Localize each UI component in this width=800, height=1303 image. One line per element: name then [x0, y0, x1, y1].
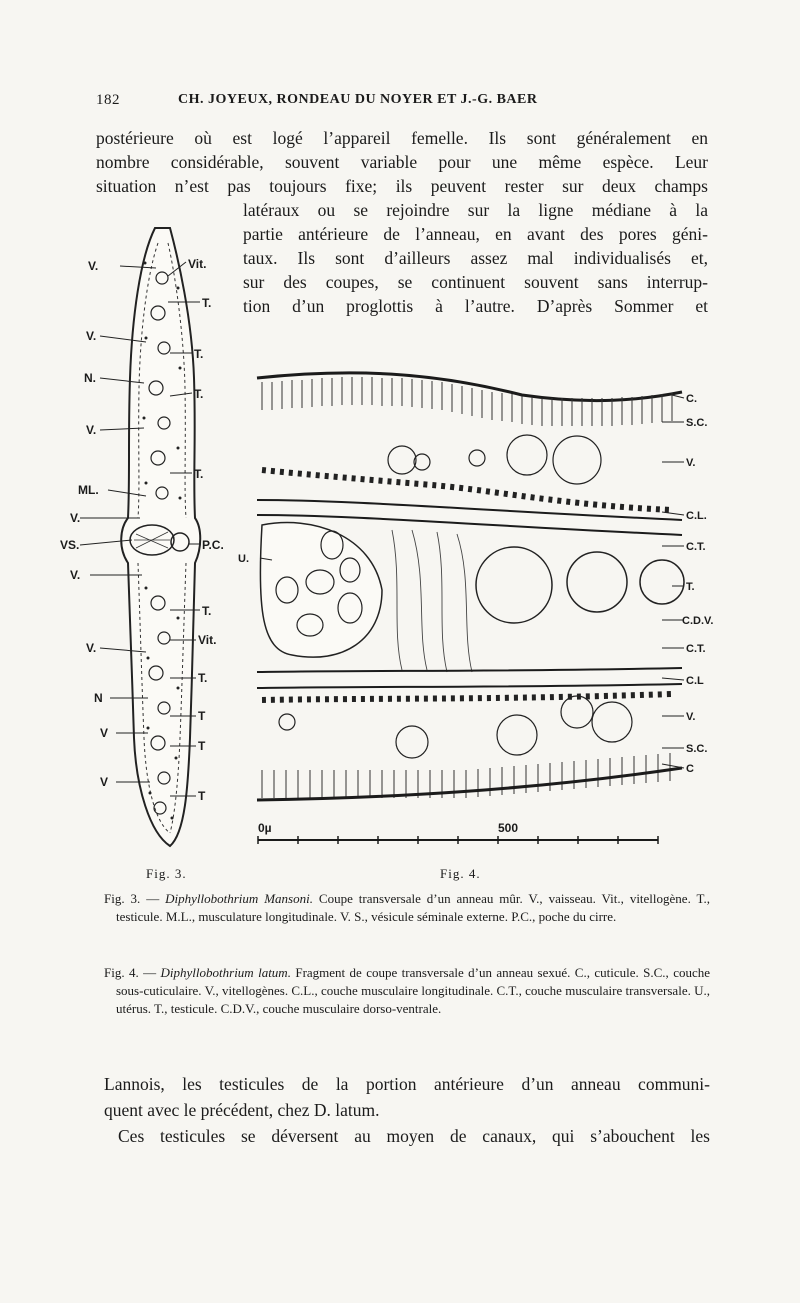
fig4-label-c: C.: [686, 393, 697, 405]
text-line: taux. Ils sont d’ailleurs assez mal individualisés et,: [243, 248, 708, 268]
fig3-label-t: T.: [202, 604, 212, 618]
text-line: Lannois, les testicules de la portion antérieure d’un anneau communi-: [104, 1074, 710, 1094]
caption-species: Diphyllobothrium Mansoni.: [165, 891, 313, 906]
figure-4-caption: [104, 964, 710, 1018]
fig3-label-vit: Vit.: [198, 633, 217, 647]
fig4-label-v: V.: [686, 711, 696, 723]
text-line: postérieure où est logé l’appareil femelle. Ils sont généralement en: [96, 128, 708, 148]
fig3-label-t: T: [198, 789, 206, 803]
fig3-label-t: T.: [194, 387, 204, 401]
fig4-label-t: T.: [686, 581, 695, 593]
fig3-label-pc: P.C.: [202, 538, 224, 552]
fig4-label-cdv: C.D.V.: [682, 615, 714, 627]
fig4-label-sc: S.C.: [686, 417, 708, 429]
caption-prefix: Fig. 4. —: [104, 965, 161, 980]
fig4-label-ct: C.T.: [686, 643, 706, 655]
fig3-label-vit: Vit.: [188, 257, 207, 271]
fig3-label-t: T.: [194, 347, 204, 361]
fig4-label-v: V.: [686, 457, 696, 469]
fig3-label-n: N.: [84, 371, 96, 385]
text-line: sur des coupes, se continuent souvent sans interrup-: [243, 272, 708, 292]
text-line: latéraux ou se rejoindre sur la ligne médiane à la: [243, 200, 708, 220]
figure-3-label: Fig. 3.: [146, 866, 187, 881]
caption-species: Diphyllobothrium latum.: [160, 965, 291, 980]
fig3-label-v: V.: [86, 329, 97, 343]
text-line: tion d’un proglottis à l’autre. D’après Sommer et: [243, 296, 708, 316]
figure-3-caption: [104, 890, 710, 926]
page-header: [96, 92, 706, 114]
fig3-label-v: V: [100, 775, 109, 789]
scale-value-label: 500: [498, 821, 519, 835]
fig3-label-v: V: [100, 726, 109, 740]
fig3-label-t: T.: [198, 671, 208, 685]
caption-prefix: Fig. 3. —: [104, 891, 166, 906]
text-line: Ces testicules se déversent au moyen de canaux, qui s’abouchent les: [118, 1126, 710, 1146]
fig4-label-u: U.: [238, 553, 249, 565]
text-line: quent avec le précédent, chez D. latum.: [104, 1100, 380, 1120]
fig4-label-ct: C.T.: [686, 541, 706, 553]
fig3-label-ml: ML.: [78, 483, 99, 497]
fig3-label-v: V.: [86, 641, 97, 655]
fig3-label-v: V.: [88, 259, 99, 273]
figure-4-drawing: [232, 350, 732, 860]
fig3-label-v: V.: [70, 511, 81, 525]
fig4-label-sc: S.C.: [686, 743, 708, 755]
fig3-label-t: T: [198, 739, 206, 753]
figure-4-label: Fig. 4.: [440, 866, 481, 881]
fig4-label-c: C: [686, 763, 694, 775]
caption-text: Fragment de coupe transversale d’un anneau sexué. C., cuticule. S.C., couche sous-cuticulaire. V., vitellogènes. C.L., couche musculaire longitudinale. C.T., couche musculaire transversale. U., utérus. T., testicule. C.D.V., couche musculaire dorso-ventrale.: [116, 965, 711, 1016]
fig3-label-v: V.: [86, 423, 97, 437]
fig3-label-vs: VS.: [60, 538, 80, 552]
caption-text: Coupe transversale d’un anneau mûr. V., vaisseau. Vit., vitellogène. T., testicule. M.L., musculature longitudinale. V. S., vésicule séminale externe. P.C., poche du cirre.: [116, 891, 710, 924]
fig3-label-n: N: [94, 691, 103, 705]
text-line: nombre considérable, souvent variable pour une même espèce. Leur: [96, 152, 708, 172]
figure-3-drawing: [60, 218, 240, 858]
fig4-label-cl: C.L: [686, 675, 704, 687]
fig3-label-v: V.: [70, 568, 81, 582]
fig3-label-t: T.: [202, 296, 212, 310]
fig4-label-cl: C.L.: [686, 510, 707, 522]
scale-start-label: 0µ: [258, 821, 272, 835]
fig3-label-t: T: [198, 709, 206, 723]
running-head: CH. JOYEUX, RONDEAU DU NOYER ET J.-G. BAER: [178, 92, 538, 107]
page-number: 182: [96, 92, 120, 108]
fig3-label-t: T.: [194, 467, 204, 481]
text-line: partie antérieure de l’anneau, en avant des pores géni-: [243, 224, 708, 244]
text-line: situation n’est pas toujours fixe; ils peuvent rester sur deux champs: [96, 176, 708, 196]
